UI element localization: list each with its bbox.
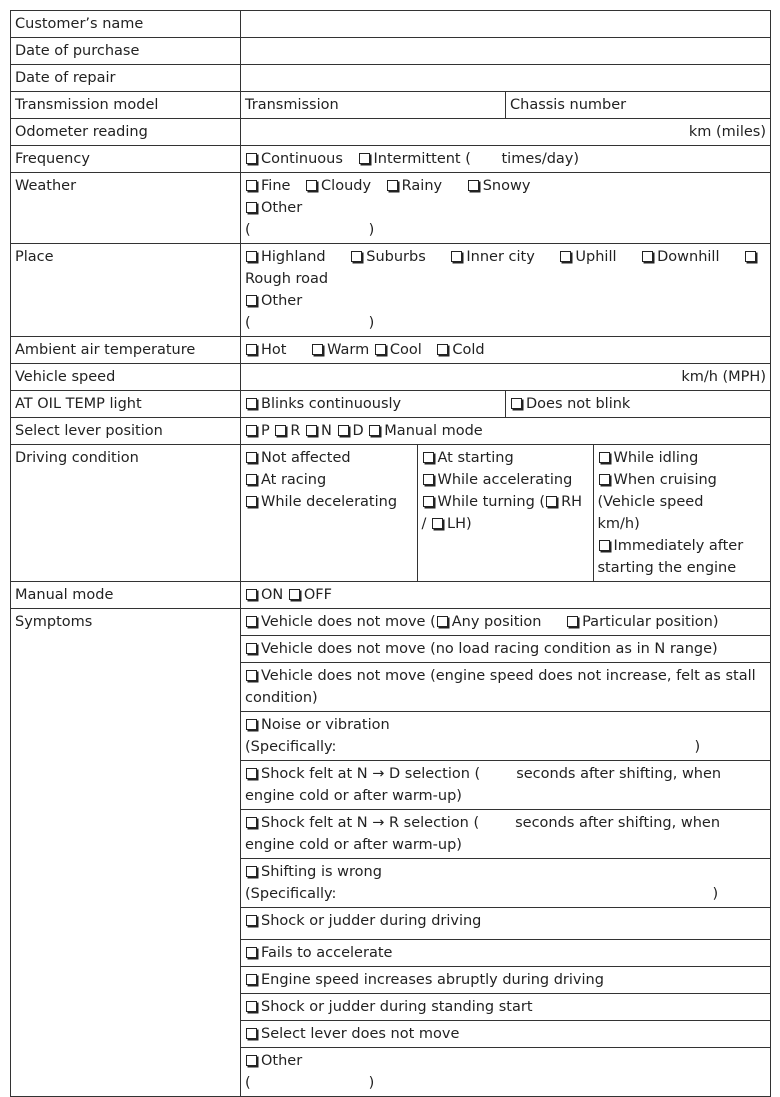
option-rough-road: Rough road bbox=[245, 271, 329, 287]
symptom-other-open: ( bbox=[245, 1075, 251, 1091]
symptom-other: Other bbox=[261, 1053, 303, 1069]
option-blinks: Blinks continuously bbox=[261, 396, 402, 412]
checkbox-rh[interactable] bbox=[546, 496, 557, 507]
checkbox-at-starting[interactable] bbox=[423, 452, 434, 463]
row-select-lever bbox=[11, 418, 771, 445]
option-warm: Warm bbox=[327, 342, 370, 358]
row-weather bbox=[11, 173, 771, 244]
checkbox-manual-mode[interactable] bbox=[369, 425, 380, 436]
option-manual-mode: Manual mode bbox=[384, 423, 483, 439]
checkbox-lever-not-move[interactable] bbox=[246, 1028, 257, 1039]
label-driving-condition: Driving condition bbox=[11, 445, 241, 582]
symptom-engine-speed-increases: Engine speed increases abruptly during driving bbox=[261, 972, 604, 988]
symptom-shock-n-d: Shock felt at N → D selection ( bbox=[261, 766, 481, 782]
option-at-racing: At racing bbox=[261, 472, 327, 488]
option-d: D bbox=[352, 423, 364, 439]
symptom-fails-accelerate: Fails to accelerate bbox=[261, 945, 393, 961]
label-customer-name: Customer’s name bbox=[11, 11, 241, 38]
option-place-other: Other bbox=[261, 293, 303, 309]
checkbox-no-move-no-load[interactable] bbox=[246, 643, 257, 654]
checkbox-place-other[interactable] bbox=[246, 295, 257, 306]
option-downhill: Downhill bbox=[657, 249, 720, 265]
symptom-no-move-stall: Vehicle does not move (engine speed does not increase, felt as stall condition) bbox=[245, 668, 756, 706]
checkbox-cloudy[interactable] bbox=[306, 180, 317, 191]
shock-n-d-rest: seconds after shifting, when engine cold or after warm-up) bbox=[245, 766, 722, 804]
checkbox-shock-standing-start[interactable] bbox=[246, 1001, 257, 1012]
shifting-specifically: (Specifically: bbox=[245, 886, 337, 902]
checkbox-r[interactable] bbox=[275, 425, 286, 436]
label-vehicle-speed: Vehicle speed bbox=[11, 364, 241, 391]
checkbox-rough-road[interactable] bbox=[745, 251, 756, 262]
option-inner-city: Inner city bbox=[466, 249, 535, 265]
label-frequency: Frequency bbox=[11, 146, 241, 173]
checkbox-no-move-stall[interactable] bbox=[246, 670, 257, 681]
checkbox-not-blink[interactable] bbox=[511, 398, 522, 409]
checkbox-cool[interactable] bbox=[375, 344, 386, 355]
checkbox-symptom-other[interactable] bbox=[246, 1055, 257, 1066]
option-immediately-after: Immediately after bbox=[613, 538, 744, 554]
option-suburbs: Suburbs bbox=[366, 249, 426, 265]
driving-condition-grid bbox=[241, 445, 770, 581]
option-while-idling: While idling bbox=[613, 450, 699, 466]
option-snowy: Snowy bbox=[482, 178, 531, 194]
option-on: ON bbox=[261, 587, 284, 603]
checkbox-when-cruising[interactable] bbox=[599, 474, 610, 485]
row-symptom-1 bbox=[11, 609, 771, 636]
option-p: P bbox=[261, 423, 270, 439]
checkbox-uphill[interactable] bbox=[560, 251, 571, 262]
option-r: R bbox=[290, 423, 301, 439]
checkbox-no-move[interactable] bbox=[246, 616, 257, 627]
vehicle-speed-open: (Vehicle speed bbox=[597, 494, 704, 510]
label-date-purchase: Date of purchase bbox=[11, 38, 241, 65]
option-intermittent: Intermittent ( bbox=[373, 151, 471, 167]
row-at-oil bbox=[11, 391, 771, 418]
row-date-purchase bbox=[11, 38, 771, 65]
symptom-no-move: Vehicle does not move ( bbox=[261, 614, 436, 630]
checkbox-highland[interactable] bbox=[246, 251, 257, 262]
checkbox-fails-accelerate[interactable] bbox=[246, 947, 257, 958]
option-while-decelerating: While decelerating bbox=[261, 494, 398, 510]
option-cool: Cool bbox=[389, 342, 422, 358]
customer-name-field[interactable] bbox=[241, 11, 771, 38]
checkbox-cold[interactable] bbox=[437, 344, 448, 355]
checkbox-shock-n-d[interactable] bbox=[246, 768, 257, 779]
option-at-starting: At starting bbox=[437, 450, 514, 466]
checkbox-shock-n-r[interactable] bbox=[246, 817, 257, 828]
weather-other-close: ) bbox=[368, 222, 375, 238]
label-weather: Weather bbox=[11, 173, 241, 244]
checkbox-suburbs[interactable] bbox=[351, 251, 362, 262]
option-lh: LH) bbox=[447, 516, 472, 532]
checkbox-engine-speed-increases[interactable] bbox=[246, 974, 257, 985]
option-highland: Highland bbox=[261, 249, 326, 265]
date-repair-field[interactable] bbox=[241, 65, 771, 92]
vehicle-speed-unit: km/h) bbox=[597, 516, 640, 532]
place-other-close: ) bbox=[368, 315, 375, 331]
option-hot: Hot bbox=[261, 342, 287, 358]
checkbox-not-affected[interactable] bbox=[246, 452, 257, 463]
option-fine: Fine bbox=[261, 178, 291, 194]
checkbox-snowy[interactable] bbox=[468, 180, 479, 191]
shifting-close: ) bbox=[712, 886, 719, 902]
option-uphill: Uphill bbox=[575, 249, 617, 265]
label-place: Place bbox=[11, 244, 241, 337]
option-weather-other: Other bbox=[261, 200, 303, 216]
row-transmission-model bbox=[11, 92, 771, 119]
checkbox-particular-position[interactable] bbox=[567, 616, 578, 627]
option-particular-position: Particular position) bbox=[582, 614, 719, 630]
speed-unit: km/h (MPH) bbox=[681, 369, 766, 385]
checkbox-hot[interactable] bbox=[246, 344, 257, 355]
chassis-number-field[interactable]: Chassis number bbox=[506, 92, 771, 119]
row-manual-mode bbox=[11, 582, 771, 609]
option-any-position: Any position bbox=[451, 614, 542, 630]
shock-n-r-rest: seconds after shifting, when engine cold or after warm-up) bbox=[245, 815, 721, 853]
symptom-shock-standing-start: Shock or judder during standing start bbox=[261, 999, 533, 1015]
driving-col-2 bbox=[417, 445, 593, 581]
label-odometer: Odometer reading bbox=[11, 119, 241, 146]
noise-specifically: (Specifically: bbox=[245, 739, 337, 755]
symptom-no-move-no-load: Vehicle does not move (no load racing condition as in N range) bbox=[261, 641, 718, 657]
date-purchase-field[interactable] bbox=[241, 38, 771, 65]
row-ambient bbox=[11, 337, 771, 364]
checkbox-rainy[interactable] bbox=[387, 180, 398, 191]
checkbox-while-accelerating[interactable] bbox=[423, 474, 434, 485]
odometer-unit: km (miles) bbox=[688, 124, 766, 140]
option-off: OFF bbox=[303, 587, 332, 603]
option-n: N bbox=[321, 423, 332, 439]
row-customer-name bbox=[11, 11, 771, 38]
checkbox-off[interactable] bbox=[289, 589, 300, 600]
checkbox-continuous[interactable] bbox=[246, 153, 257, 164]
row-odometer bbox=[11, 119, 771, 146]
checkbox-intermittent[interactable] bbox=[359, 153, 370, 164]
option-not-affected: Not affected bbox=[261, 450, 351, 466]
option-rh: RH bbox=[561, 494, 583, 510]
checkbox-while-decelerating[interactable] bbox=[246, 496, 257, 507]
row-date-repair bbox=[11, 65, 771, 92]
checkbox-n[interactable] bbox=[306, 425, 317, 436]
row-driving-condition bbox=[11, 445, 771, 582]
weather-other-open: ( bbox=[245, 222, 251, 238]
option-not-blink: Does not blink bbox=[526, 396, 631, 412]
place-other-open: ( bbox=[245, 315, 251, 331]
checkbox-p[interactable] bbox=[246, 425, 257, 436]
checkbox-at-racing[interactable] bbox=[246, 474, 257, 485]
checkbox-lh[interactable] bbox=[432, 518, 443, 529]
row-frequency bbox=[11, 146, 771, 173]
option-when-cruising: When cruising bbox=[613, 472, 717, 488]
option-cold: Cold bbox=[452, 342, 485, 358]
checkbox-fine[interactable] bbox=[246, 180, 257, 191]
option-starting-engine: starting the engine bbox=[597, 560, 737, 576]
label-select-lever: Select lever position bbox=[11, 418, 241, 445]
driving-col-1 bbox=[241, 445, 417, 581]
checkbox-weather-other[interactable] bbox=[246, 202, 257, 213]
vehicle-speed-field[interactable] bbox=[241, 364, 771, 391]
checkbox-while-idling[interactable] bbox=[599, 452, 610, 463]
option-while-accelerating: While accelerating bbox=[437, 472, 573, 488]
symptom-shock-judder-driving: Shock or judder during driving bbox=[261, 913, 482, 929]
checkbox-d[interactable] bbox=[338, 425, 349, 436]
label-transmission-model: Transmission model bbox=[11, 92, 241, 119]
diagnostic-worksheet bbox=[10, 10, 771, 1097]
symptom-shock-n-r: Shock felt at N → R selection ( bbox=[261, 815, 480, 831]
transmission-field[interactable]: Transmission bbox=[241, 92, 506, 119]
turning-slash: / bbox=[421, 516, 427, 532]
label-at-oil: AT OIL TEMP light bbox=[11, 391, 241, 418]
times-per-day: times/day) bbox=[501, 151, 580, 167]
row-place bbox=[11, 244, 771, 337]
checkbox-shifting-wrong[interactable] bbox=[246, 866, 257, 877]
checkbox-warm[interactable] bbox=[312, 344, 323, 355]
driving-col-3 bbox=[593, 445, 770, 581]
label-manual-mode: Manual mode bbox=[11, 582, 241, 609]
checkbox-downhill[interactable] bbox=[642, 251, 653, 262]
odometer-field[interactable] bbox=[241, 119, 771, 146]
label-symptoms: Symptoms bbox=[11, 609, 241, 1097]
symptom-other-close: ) bbox=[368, 1075, 375, 1091]
label-date-repair: Date of repair bbox=[11, 65, 241, 92]
checkbox-shock-judder-driving[interactable] bbox=[246, 915, 257, 926]
row-vehicle-speed bbox=[11, 364, 771, 391]
option-rainy: Rainy bbox=[401, 178, 443, 194]
checkbox-blinks[interactable] bbox=[246, 398, 257, 409]
checkbox-noise-vibration[interactable] bbox=[246, 719, 257, 730]
symptom-noise-vibration: Noise or vibration bbox=[261, 717, 390, 733]
symptom-lever-not-move: Select lever does not move bbox=[261, 1026, 460, 1042]
checkbox-inner-city[interactable] bbox=[451, 251, 462, 262]
option-continuous: Continuous bbox=[261, 151, 343, 167]
label-ambient: Ambient air temperature bbox=[11, 337, 241, 364]
option-while-turning: While turning ( bbox=[437, 494, 546, 510]
checkbox-any-position[interactable] bbox=[437, 616, 448, 627]
option-cloudy: Cloudy bbox=[321, 178, 372, 194]
checkbox-immediately-after[interactable] bbox=[599, 540, 610, 551]
checkbox-on[interactable] bbox=[246, 589, 257, 600]
checkbox-while-turning[interactable] bbox=[423, 496, 434, 507]
noise-close: ) bbox=[694, 739, 701, 755]
symptom-shifting-wrong: Shifting is wrong bbox=[261, 864, 382, 880]
